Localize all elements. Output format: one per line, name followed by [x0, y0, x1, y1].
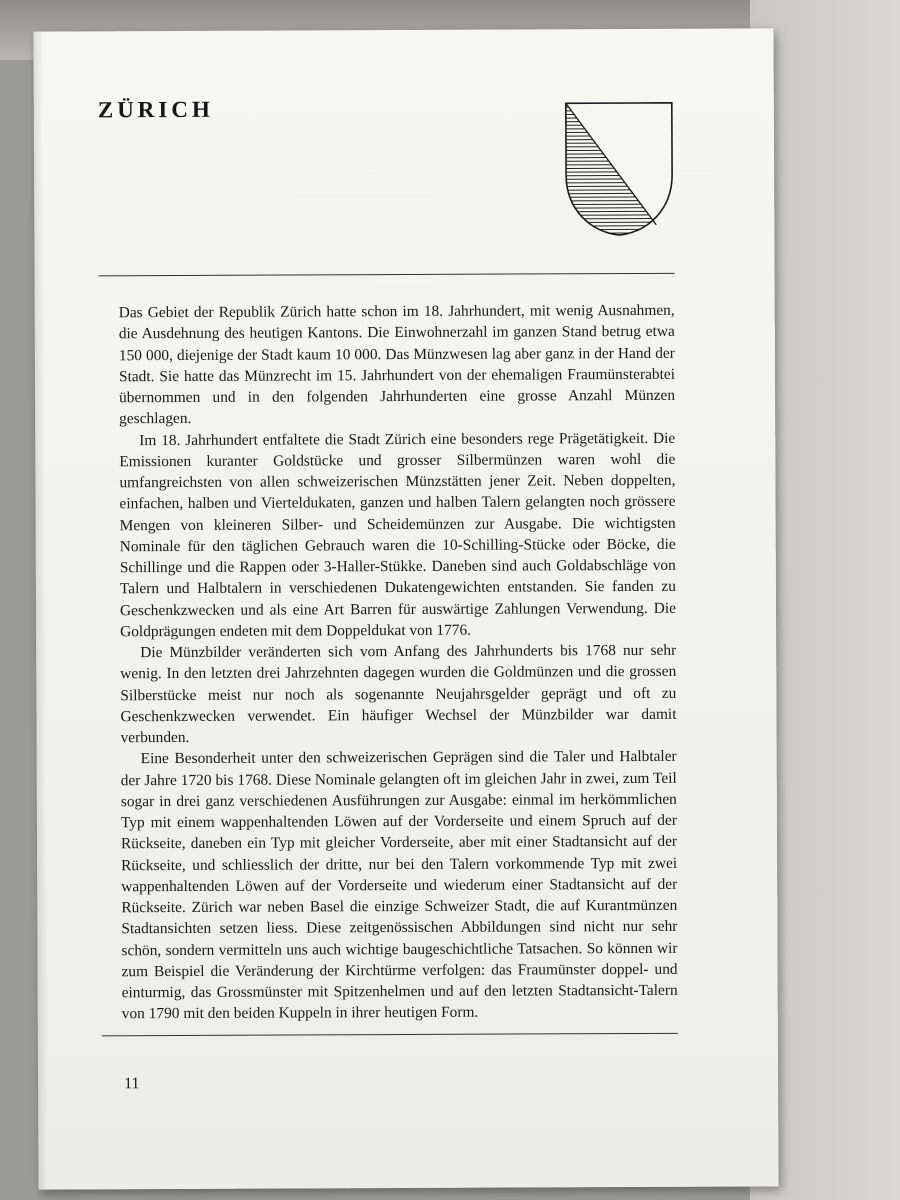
zurich-coat-of-arms-icon [564, 101, 675, 237]
paragraph-4: Eine Besonderheit unter den schweizerischen Geprägen sind die Taler und Halbtaler der Jahre 1720 bis 1768. Diese Nominale gelangten oft im gleichen Jahr in zwei, zum Teil sogar in drei ganz verschiedenen Ausführungen zur Ausgabe: einmal im herkömmlichen Typ mit einem wappenhaltenden Löwen auf der Vorderseite und einem Spruch auf der Rückseite, daneben ein Typ mit gleicher Vorderseite, aber mit einer Stadtansicht auf der Rückseite, und schliesslich der dritte, nur bei den Talern vorkommende Typ mit zwei wappenhaltenden Löwen auf der Vorderseite und wiederum einer Stadtansicht auf der Rückseite. Zürich war neben Basel die einzige Schweizer Stadt, die auf Kurantmünzen Stadtansichten setzen liess. Diese zeitgenössischen Abbildungen sind nicht nur sehr schön, sondern vermitteln uns auch wichtige baugeschichtliche Tatsachen. So können wir zum Beispiel die Veränderung der Kirchtürme verfolgen: das Fraumünster doppel- und einturmig, das Grossmünster mit Spitzenhelmen und auf den letzten Stadtansicht-Talern von 1790 mit den beiden Kuppeln in ihrer heutigen Form. [120, 748, 678, 1023]
paragraph-3: Die Münzbilder veränderten sich vom Anfang des Jahrhunderts bis 1768 nur sehr wenig. In den letzten drei Jahrzehnten dagegen wurden die Goldmünzen und die grossen Silberstücke meist nur noch als sogenannte Neujahrsgelder geprägt und oft zu Geschenkzwecken verwendet. Ein häufiger Wechsel der Münzbilder war damit verbunden. [120, 641, 677, 747]
article-body [119, 300, 678, 1025]
bottom-divider [102, 1033, 678, 1037]
paragraph-1: Das Gebiet der Republik Zürich hatte schon im 18. Jahrhundert, mit wenig Ausnahmen, die Ausdehnung des heutigen Kantons. Die Einwohnerzahl im ganzen Stand betrug etwa 150 000, diejenige der Stadt kaum 10 000. Das Münzwesen lag aber ganz in der Hand der Stadt. Sie hatte das Münzrecht im 15. Jahrhundert von der ehemaligen Fraumünsterabtei übernommen und in den folgenden Jahrhunderten eine grosse Anzahl Münzen geschlagen. [118, 301, 676, 428]
page-number: 11 [124, 1075, 140, 1093]
page-title: ZÜRICH [97, 96, 214, 123]
book-page [33, 28, 778, 1189]
paragraph-2: Im 18. Jahrhundert entfaltete die Stadt Zürich eine besonders rege Prägetätigkeit. Die Emissionen kuranter Goldstücke und grosser Silbermünzen waren wohl die umfangreichsten von allen schweizerischen Münzstätten jener Zeit. Neben doppelten, einfachen, halben und Vierteldukaten, ganzen und halben Talern gelangten noch grössere Mengen von kleineren Silber- und Scheidemünzen zur Ausgabe. Die wichtigsten Nominale für den täglichen Gebrauch waren die 10-Schilling-Stücke oder Böcke, die Schillinge und die Rappen oder 3-Haller-Stükke. Daneben sind auch Goldabschläge von Talern und Halbtalern in verschiedenen Dukatengewichten entstanden. Sie fanden zu Geschenkzwecken und als eine Art Barren für auswärtige Zahlungen Verwendung. Die Goldprägungen endeten mit dem Doppeldukat von 1776. [119, 429, 677, 640]
